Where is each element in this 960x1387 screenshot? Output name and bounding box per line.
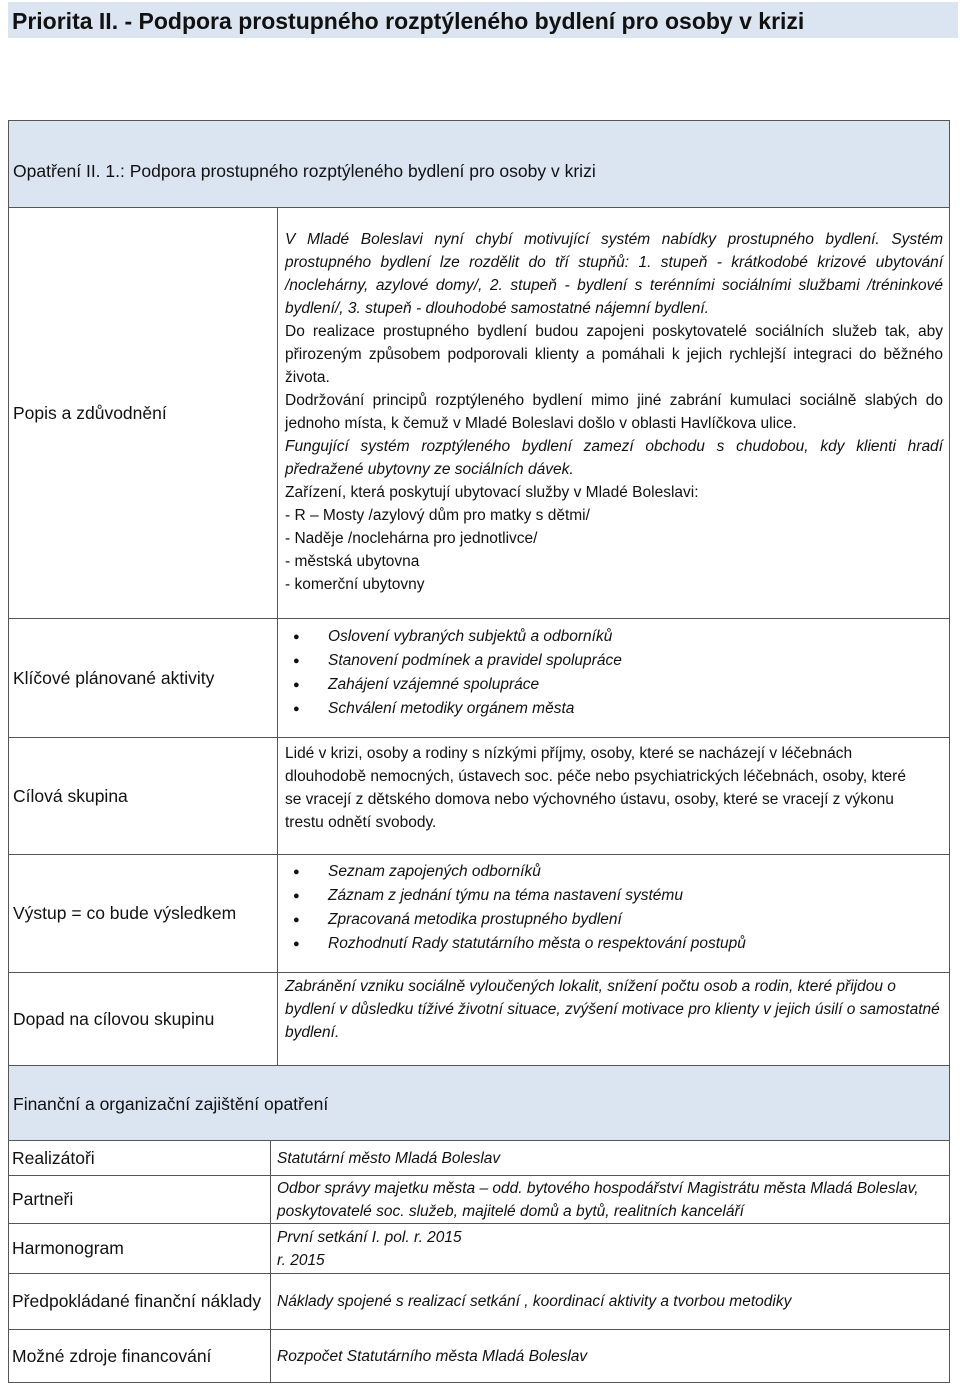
finance-table xyxy=(8,1065,950,1383)
harmonogram-value-line-1: První setkání I. pol. r. 2015 xyxy=(277,1228,462,1246)
list-item: ● Záznam z jednání týmu na téma nastavení systému xyxy=(278,884,949,908)
measure-header-text: Opatření II. 1.: Podpora prostupného rozptýleného bydlení pro osoby v krizi xyxy=(13,161,596,181)
list-item: ● Zpracovaná metodika prostupného bydlení xyxy=(278,908,949,932)
facility-item: - R – Mosty /azylový dům pro matky s dětmi/ xyxy=(285,507,590,524)
naklady-value: Náklady spojené s realizací setkání , koordinací aktivity a tvorbou metodiky xyxy=(271,1274,950,1330)
popis-paragraph-1: V Mladé Boleslavi nyní chybí motivující systém nabídky prostupného bydlení. Systém prostupného bydlení lze rozdělit do tří stupňů: 1. stupeň - krátkodobé krizové ubytování /noclehárny, azylové domy/, 2. stupeň - bydlení s terénními sociálními službami /tréninkové bydlení/, 3. stupeň - dlouhodobé samostatné nájemní bydlení. xyxy=(285,231,943,317)
page-title: Priorita II. - Podpora prostupného rozptýleného bydlení pro osoby v krizi xyxy=(12,8,805,34)
vystup-list xyxy=(278,860,949,956)
harmonogram-value xyxy=(271,1224,950,1274)
popis-paragraph-3: Dodržování principů rozptýleného bydlení mimo jiné zabrání kumulaci sociálně slabých do jednoho místa, k čemuž v Mladé Boleslavi došlo v oblasti Havlíčkova ulice. xyxy=(285,392,943,432)
zdroje-value: Rozpočet Statutárního města Mladá Boleslav xyxy=(271,1330,950,1383)
realizatori-value: Statutární město Mladá Boleslav xyxy=(271,1141,950,1176)
aktivity-content xyxy=(278,619,950,738)
naklady-label: Předpokládané finanční náklady xyxy=(9,1274,271,1330)
finance-header-text: Finanční a organizační zajištění opatření xyxy=(13,1094,329,1114)
popis-paragraph-4: Fungující systém rozptýleného bydlení zamezí obchodu s chudobou, kdy klienti hradí předražené ubytovny ze sociálních dávek. xyxy=(285,438,943,478)
list-item: ● Zahájení vzájemné spolupráce xyxy=(278,673,949,697)
harmonogram-value-line-2: r. 2015 xyxy=(277,1251,325,1269)
dopad-content xyxy=(278,973,950,1067)
page-title-bar xyxy=(8,2,958,38)
measure-header xyxy=(9,121,950,208)
list-item: ● Seznam zapojených odborníků xyxy=(278,860,949,884)
skupina-content xyxy=(278,738,950,855)
facility-item: - Naděje /noclehárna pro jednotlivce/ xyxy=(285,530,538,547)
facility-item: - komerční ubytovny xyxy=(285,576,425,593)
facility-item: - městská ubytovna xyxy=(285,553,420,570)
vystup-content xyxy=(278,855,950,973)
realizatori-label: Realizátoři xyxy=(9,1141,271,1176)
popis-label: Popis a zdůvodnění xyxy=(9,208,278,619)
skupina-label: Cílová skupina xyxy=(9,738,278,855)
finance-header xyxy=(9,1066,950,1141)
popis-paragraph-2: Do realizace prostupného bydlení budou zapojeni poskytovatelé sociálních služeb tak, aby přirozeným způsobem podporovali klienty a pomáhali k jejich rychlejší integraci do běžného života. xyxy=(285,323,943,386)
dopad-label: Dopad na cílovou skupinu xyxy=(9,973,278,1067)
popis-content xyxy=(278,208,950,619)
list-item: ● Stanovení podmínek a pravidel spolupráce xyxy=(278,649,949,673)
list-item: ● Schválení metodiky orgánem města xyxy=(278,697,949,721)
aktivity-list xyxy=(278,625,949,721)
zdroje-label: Možné zdroje financování xyxy=(9,1330,271,1383)
vystup-label: Výstup = co bude výsledkem xyxy=(9,855,278,973)
harmonogram-label: Harmonogram xyxy=(9,1224,271,1274)
skupina-text: Lidé v krizi, osoby a rodiny s nízkými příjmy, osoby, které se nacházejí v léčebnách dlouhodobě nemocných, ústavech soc. péče nebo psychiatrických léčebnách, osoby, které se vracejí z dětského domova nebo výchovného ústavu, osoby, které se vracejí z výkonu trestu odnětí svobody. xyxy=(285,745,906,831)
aktivity-label: Klíčové plánované aktivity xyxy=(9,619,278,738)
partneri-value: Odbor správy majetku města – odd. bytového hospodářství Magistrátu města Mladá Boleslav, poskytovatelé soc. služeb, majitelé domů a bytů, realitních kanceláří xyxy=(271,1176,950,1224)
partneri-label: Partneři xyxy=(9,1176,271,1224)
list-item: ● Oslovení vybraných subjektů a odborníků xyxy=(278,625,949,649)
measure-table xyxy=(8,120,950,1067)
list-item: ● Rozhodnutí Rady statutárního města o respektování postupů xyxy=(278,932,949,956)
popis-paragraph-5: Zařízení, která poskytují ubytovací služby v Mladé Boleslavi: xyxy=(285,484,699,501)
dopad-text: Zabránění vzniku sociálně vyloučených lokalit, snížení počtu osob a rodin, které přijdou o bydlení v důsledku tíživé životní situace, zvýšení motivace pro klienty v jejich úsilí o samostatné bydlení. xyxy=(285,978,940,1041)
